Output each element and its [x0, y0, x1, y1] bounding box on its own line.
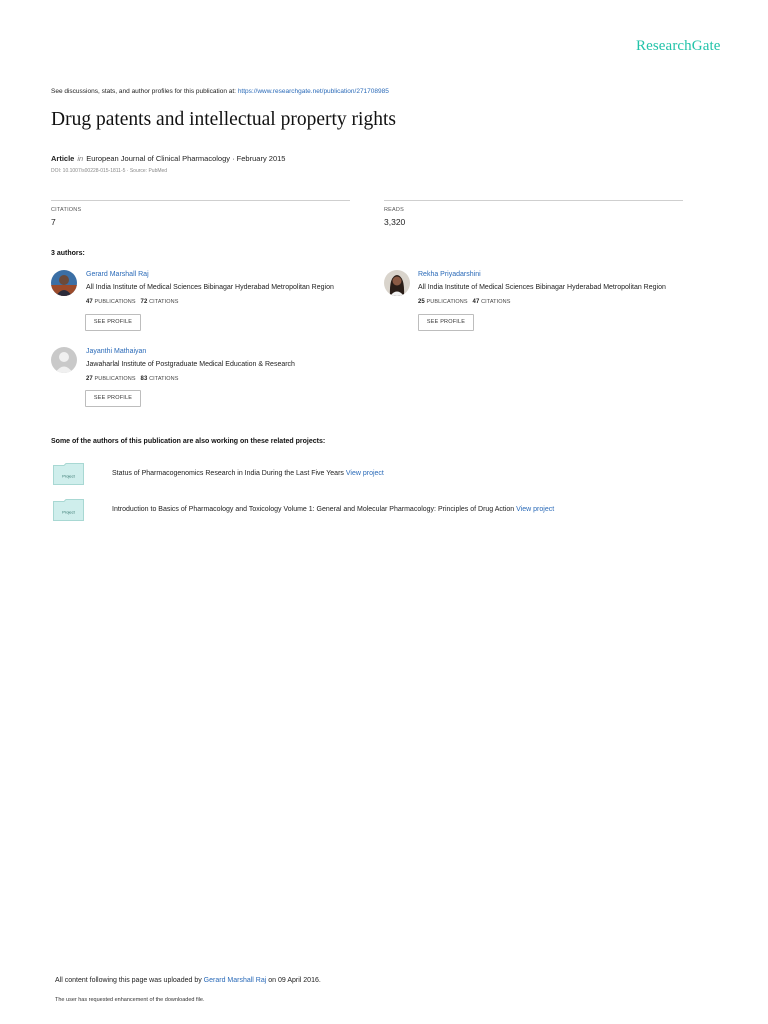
avatar-rekha[interactable]: [384, 270, 410, 296]
svg-text:Project: Project: [62, 509, 75, 515]
view-project-link[interactable]: View project: [516, 506, 555, 513]
discussion-prefix: See discussions, stats, and author profiles for this publication at:: [51, 88, 236, 95]
researchgate-logo[interactable]: ResearchGate: [636, 38, 721, 54]
journal-info: European Journal of Clinical Pharmacology · February 2015: [86, 154, 286, 163]
publications-label: PUBLICATIONS: [426, 299, 468, 305]
author-stats: [86, 376, 178, 382]
publications-label: PUBLICATIONS: [94, 376, 136, 382]
author-institution: All India Institute of Medical Sciences Bibinagar Hyderabad Metropolitan Region: [418, 284, 666, 291]
citations-count: 72: [140, 299, 148, 305]
publication-title: Drug patents and intellectual property rights: [51, 109, 396, 130]
author-stats: [418, 299, 510, 305]
related-projects-heading: Some of the authors of this publication are also working on these related projects:: [51, 438, 326, 445]
see-profile-button[interactable]: SEE PROFILE: [85, 390, 141, 407]
publications-count: 27: [86, 376, 93, 382]
author-stats: [86, 299, 178, 305]
citations-value: 7: [51, 217, 56, 227]
author-institution: Jawaharlal Institute of Postgraduate Medical Education & Research: [86, 361, 295, 368]
citations-count: 83: [140, 376, 148, 382]
reads-label: READS: [384, 207, 404, 213]
author-institution: All India Institute of Medical Sciences Bibinagar Hyderabad Metropolitan Region: [86, 284, 334, 291]
citations-label: CITATIONS: [149, 299, 179, 305]
project-item: [112, 506, 554, 513]
upload-suffix: on 09 April 2016.: [268, 977, 321, 984]
publication-meta: [51, 154, 285, 163]
folder-icon: [53, 499, 84, 521]
reads-value: 3,320: [384, 217, 406, 227]
authors-heading: 3 authors:: [51, 250, 85, 257]
discussion-line: [51, 88, 389, 95]
view-project-link[interactable]: View project: [345, 470, 384, 477]
doi-line: DOI: 10.1007/s00228-015-1811-5 · Source: PubMed: [51, 168, 168, 174]
folder-icon: [53, 463, 84, 485]
project-title: Status of Pharmacogenomics Research in India During the Last Five Years: [112, 470, 344, 477]
publications-count: 47: [86, 299, 93, 305]
upload-note: [55, 977, 321, 984]
citations-label: CITATIONS: [481, 299, 511, 305]
svg-text:Project: Project: [62, 473, 75, 479]
avatar-placeholder-icon[interactable]: [51, 347, 77, 373]
citations-divider: [51, 200, 350, 201]
publications-label: PUBLICATIONS: [94, 299, 136, 305]
citations-count: 47: [472, 299, 480, 305]
publications-count: 25: [418, 299, 425, 305]
upload-prefix: All content following this page was uploaded by: [55, 977, 202, 984]
author-name[interactable]: Jayanthi Mathaiyan: [86, 348, 147, 355]
in-label: in: [77, 154, 84, 163]
enhancement-note: The user has requested enhancement of the downloaded file.: [55, 997, 205, 1003]
author-name[interactable]: Gerard Marshall Raj: [86, 271, 149, 278]
citations-label: CITATIONS: [149, 376, 179, 382]
project-title: Introduction to Basics of Pharmacology and Toxicology Volume 1: General and Molecular Pharmacology: Principles of Drug Action: [112, 506, 515, 513]
uploader-link[interactable]: Gerard Marshall Raj: [203, 977, 267, 984]
see-profile-button[interactable]: SEE PROFILE: [418, 314, 474, 331]
publication-url-link[interactable]: https://www.researchgate.net/publication/271708985: [237, 88, 389, 95]
see-profile-button[interactable]: SEE PROFILE: [85, 314, 141, 331]
author-name[interactable]: Rekha Priyadarshini: [418, 271, 481, 278]
citations-label: CITATIONS: [51, 207, 82, 213]
publication-type: Article: [51, 154, 75, 163]
project-item: [112, 470, 384, 477]
reads-divider: [384, 200, 683, 201]
avatar-gerard[interactable]: [51, 270, 77, 296]
